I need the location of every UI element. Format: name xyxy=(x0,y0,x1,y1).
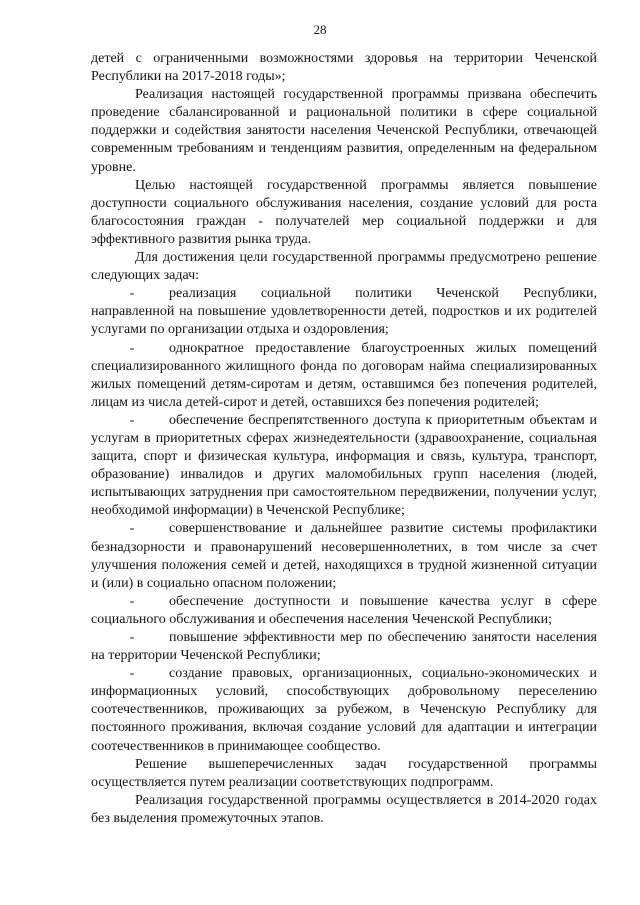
list-marker: - xyxy=(129,521,135,537)
paragraph-implementation-period: Реализация государственной программы осуществляется в 2014-2020 годах без выделения промежуточных этапов. xyxy=(91,792,597,826)
list-marker: - xyxy=(129,412,135,428)
paragraph-tasks-intro: Для достижения цели государственной программы предусмотрено решение следующих задач: xyxy=(91,250,597,284)
paragraph-continuation: детей с ограниченными возможностями здоровья на территории Чеченской Республики на 2017-2018 годы»; xyxy=(91,51,597,85)
list-marker: - xyxy=(129,666,135,682)
list-item-text: реализация социальной политики Чеченской Республики, направленной на повышение удовлетворенности детей, подростков и их родителей услугами по организации отдыха и оздоровления; xyxy=(91,286,597,338)
list-marker: - xyxy=(129,286,135,302)
paragraph-tasks-solution: Решение вышеперечисленных задач государственной программы осуществляется путем реализации соответствующих подпрограмм. xyxy=(91,756,597,790)
list-item xyxy=(91,665,597,755)
list-item xyxy=(91,629,597,665)
list-item-text: повышение эффективности мер по обеспечению занятости населения на территории Чеченской Республики; xyxy=(91,630,597,664)
document-body xyxy=(91,50,597,828)
list-marker: - xyxy=(129,340,135,356)
list-item-text: совершенствование и дальнейшее развитие системы профилактики безнадзорности и правонарушений несовершеннолетних, в том числе за счет улучшения положения семей и детей, находящихся в трудной жизненной ситуации и (или) в социально опасном положении; xyxy=(91,521,597,591)
list-item-text: обеспечение беспрепятственного доступа к приоритетным объектам и услугам в приоритетных сферах жизнедеятельности (здравоохранение, социальная защита, спорт и физическая культура, информация и связь, культура, транспорт, образование) инвалидов и других маломобильных групп населения (людей, испытывающих затруднения при самостоятельном передвижении, получении услуг, необходимой информации) в Чеченской Республике; xyxy=(91,412,597,519)
list-item-text: создание правовых, организационных, социально-экономических и информационных условий, способствующих добровольному переселению соотечественников, проживающих за рубежом, в Чеченскую Республику для постоянного проживания, включая создание условий для адаптации и интеграции соотечественников в принимающее сообщество. xyxy=(91,666,597,754)
list-item xyxy=(91,520,597,592)
list-marker: - xyxy=(129,630,135,645)
list-item xyxy=(91,340,597,412)
list-item xyxy=(91,412,597,521)
list-item xyxy=(91,285,597,339)
list-item-text: обеспечение доступности и повышение качества услуг в сфере социального обслуживания и обеспечения населения Чеченской Республики; xyxy=(91,593,597,627)
paragraph-program-purpose: Реализация настоящей государственной программы призвана обеспечить проведение сбалансированной и рациональной политики в сфере социальной поддержки и содействия занятости населения Чеченской Республики, отвечающей современным требованиям и тенденциям развития, определенным на федеральном уровне. xyxy=(91,87,597,175)
list-marker: - xyxy=(129,593,135,609)
page-number: 28 xyxy=(313,22,327,37)
list-item-text: однократное предоставление благоустроенных жилых помещений специализированного жилищного фонда по договорам найма специализированных жилых помещений детям-сиротам и детям, оставшимся без попечения родителей, лицам из числа детей-сирот и детей, оставшихся без попечения родителей; xyxy=(91,340,597,410)
list-item xyxy=(91,593,597,629)
paragraph-program-goal: Целью настоящей государственной программы является повышение доступности социального обслуживания населения, создание условий для роста благосостояния граждан - получателей мер социальной поддержки и для эффективного развития рынка труда. xyxy=(91,177,597,247)
